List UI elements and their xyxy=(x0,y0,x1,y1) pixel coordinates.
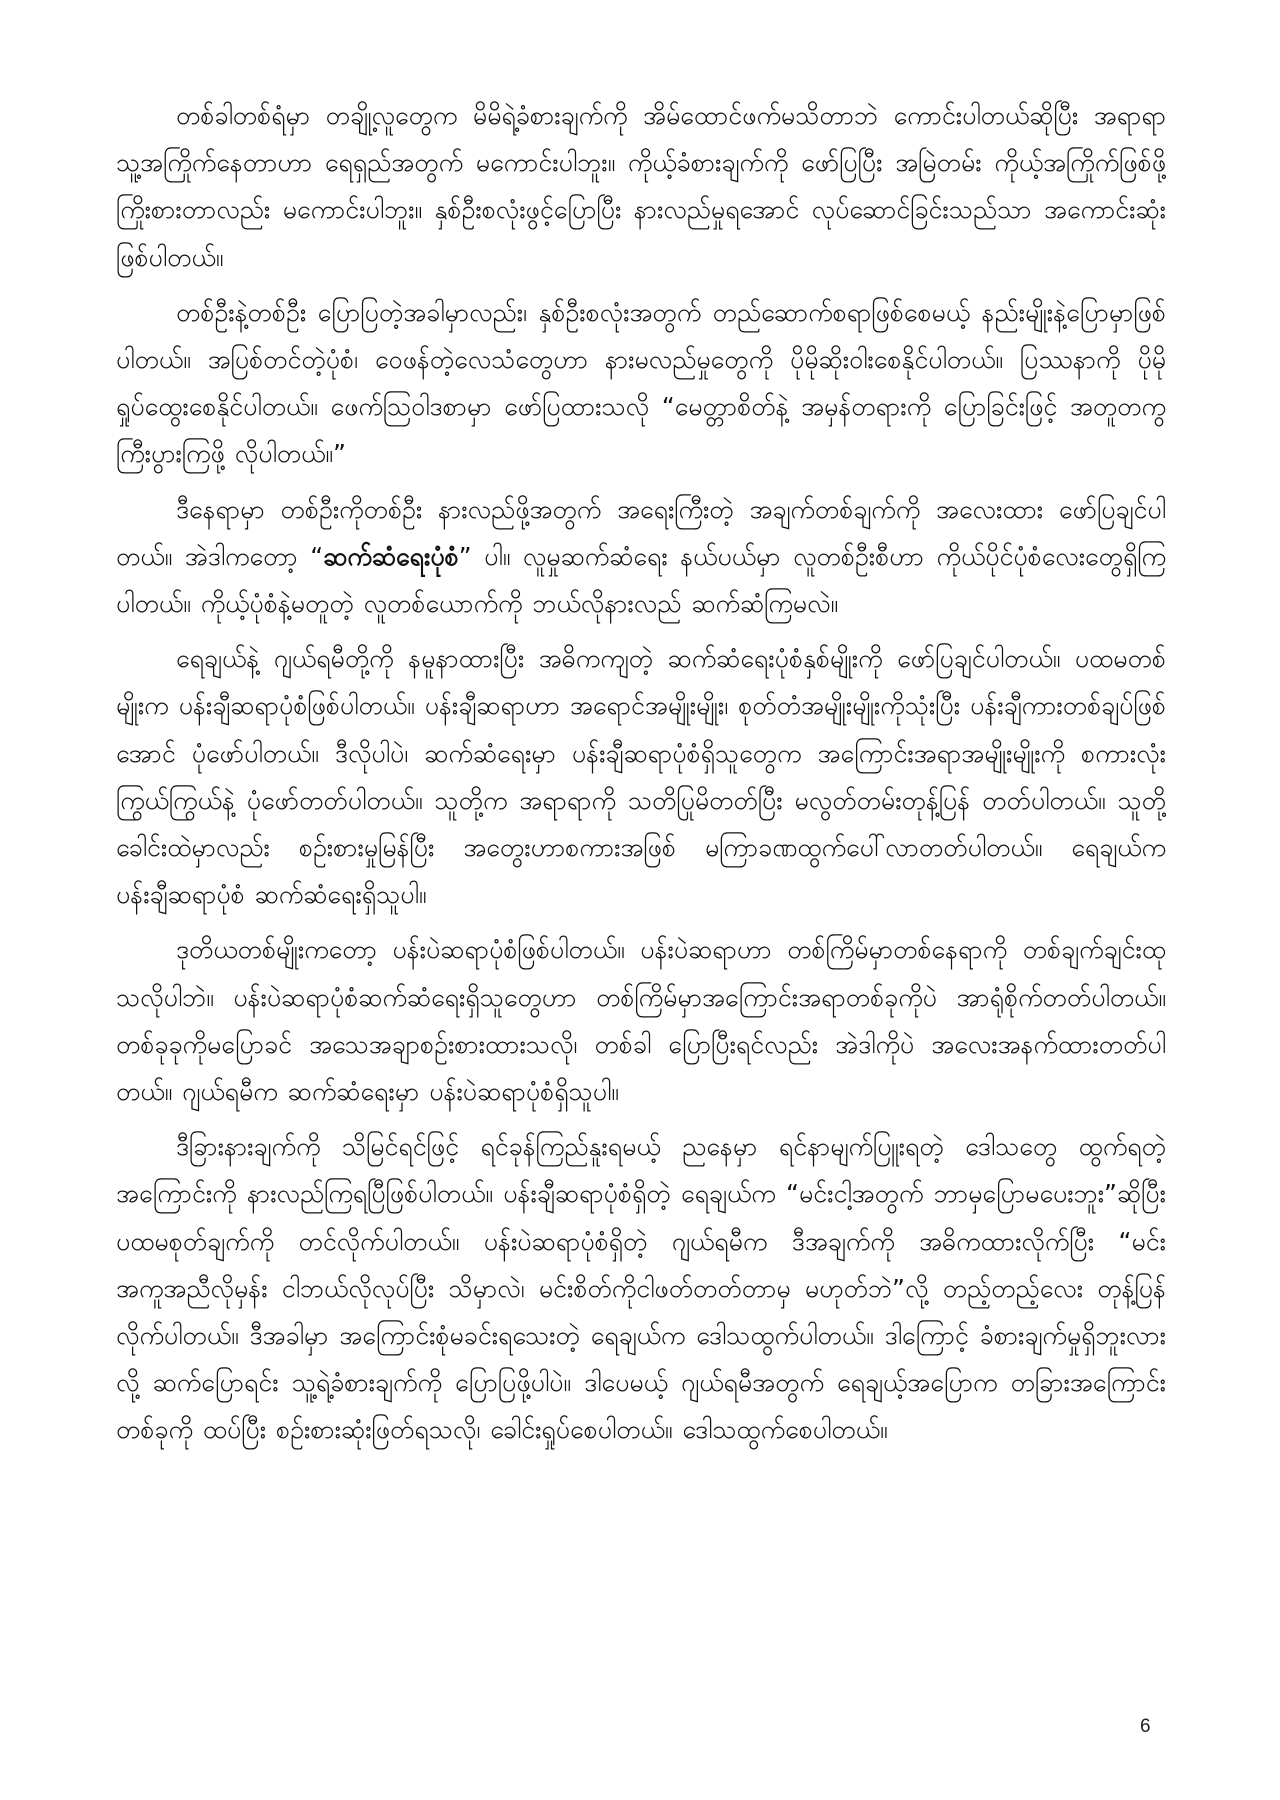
paragraph-2: တစ်ဦးနဲ့တစ်ဦး ပြောပြတဲ့အခါမှာလည်း၊ နှစ်ဦးစလုံးအတွက် တည်ဆောက်စရာဖြစ်စေမယ့် နည်းမျိုးနဲ့ပြောမှာဖြစ်ပါတယ်။ အပြစ်တင်တဲ့ပုံစံ၊ ဝေဖန်တဲ့လေသံတွေဟာ နားမလည်မှုတွေကို ပိုမိုဆိုးဝါးစေနိုင်ပါတယ်။ ပြဿနာကို ပိုမိုရှုပ်ထွေးစေနိုင်ပါတယ်။ ဖေက်ဩဝါဒစာမှာ ဖော်ပြထားသလို “မေတ္တာစိတ်နဲ့ အမှန်တရားကို ပြောခြင်းဖြင့် အတူတကွ ကြီးပွားကြဖို့ လိုပါတယ်။” xyxy=(116,297,1166,469)
paragraph-4: ရေချယ်နဲ့ ဂျယ်ရမီတို့ကို နမူနာထားပြီး အဓိကကျတဲ့ ဆက်ဆံရေးပုံစံနှစ်မျိုးကို ဖော်ပြချင်ပါတယ်။ ပထမတစ်မျိုးက ပန်းချီဆရာပုံစံဖြစ်ပါတယ်။ ပန်းချီဆရာဟာ အရောင်အမျိုးမျိုး၊ စုတ်တံအမျိုးမျိုးကိုသုံးပြီး ပန်းချီကားတစ်ချပ်ဖြစ်အောင် ပုံဖော်ပါတယ်။ ဒီလိုပါပဲ၊ ဆက်ဆံရေးမှာ ပန်းချီဆရာပုံစံရှိသူတွေက အကြောင်းအရာအမျိုးမျိုးကို စကားလုံး ကြွယ်ကြွယ်နဲ့ ပုံဖော်တတ်ပါတယ်။ သူတို့က အရာရာကို သတိပြုမိတတ်ပြီး မလွတ်တမ်းတုန့်ပြန် တတ်ပါတယ်။ သူတို့ခေါင်းထဲမှာလည်း စဉ်းစားမှုမြန်ပြီး အတွေးဟာစကားအဖြစ် မကြာခဏထွက်ပေါ်လာတတ်ပါတယ်။ ရေချယ်က ပန်းချီဆရာပုံစံ ဆက်ဆံရေးရှိသူပါ။ xyxy=(116,644,1166,910)
paragraph-3 xyxy=(116,486,1166,628)
paragraph-5: ဒုတိယတစ်မျိုးကတော့ ပန်းပဲဆရာပုံစံဖြစ်ပါတယ်။ ပန်းပဲဆရာဟာ တစ်ကြိမ်မှာတစ်နေရာကို တစ်ချက်ချင်းထုသလိုပါဘဲ။ ပန်းပဲဆရာပုံစံဆက်ဆံရေးရှိသူတွေဟာ တစ်ကြိမ်မှာအကြောင်းအရာတစ်ခုကိုပဲ အာရုံစိုက်တတ်ပါတယ်။ တစ်ခုခုကိုမပြောခင် အသေအချာစဉ်းစားထားသလို၊ တစ်ခါ ပြောပြီးရင်လည်း အဲဒါကိုပဲ အလေးအနက်ထားတတ်ပါတယ်။ ဂျယ်ရမီက ဆက်ဆံရေးမှာ ပန်းပဲဆရာပုံစံရှိသူပါ။ xyxy=(116,935,1166,1107)
paragraph-3-lead: ဒီနေရာမှာ တစ်ဦးကိုတစ်ဦး နားလည်ဖို့အတွက် အရေးကြီးတဲ့ အချက်တစ်ချက်ကို အလေးထား ဖော်ပြချင်ပါတယ်။ အဲဒါကတော့ “ xyxy=(116,494,1166,571)
paragraph-6: ဒီခြားနားချက်ကို သိမြင်ရင်ဖြင့် ရင်ခုန်ကြည်နူးရမယ့် ညနေမှာ ရင်နာမျက်ပြူးရတဲ့ ဒေါသတွေ ထွက်ရတဲ့အကြောင်းကို နားလည်ကြရပြီဖြစ်ပါတယ်။ ပန်းချီဆရာပုံစံရှိတဲ့ ရေချယ်က “မင်းငါ့အတွက် ဘာမှပြောမပေးဘူး”ဆိုပြီး ပထမစုတ်ချက်ကို တင်လိုက်ပါတယ်။ ပန်းပဲဆရာပုံစံရှိတဲ့ ဂျယ်ရမီက ဒီအချက်ကို အဓိကထားလိုက်ပြီး “မင်းအကူအညီလိုမှန်း ငါဘယ်လိုလုပ်ပြီး သိမှာလဲ၊ မင်းစိတ်ကိုငါဖတ်တတ်တာမှ မဟုတ်ဘဲ”လို့ တည့်တည့်လေး တုန့်ပြန်လိုက်ပါတယ်။ ဒီအခါမှာ အကြောင်းစုံမခင်းရသေးတဲ့ ရေချယ်က ဒေါသထွက်ပါတယ်။ ဒါကြောင့် ခံစားချက်မှုရှိဘူးလားလို့ ဆက်ပြောရင်း သူ့ရဲ့ခံစားချက်ကို ပြောပြဖို့ပါပဲ။ ဒါပေမယ့် ဂျယ်ရမီအတွက် ရေချယ့်အပြောက တခြားအကြောင်း တစ်ခုကို ထပ်ပြီး စဉ်းစားဆုံးဖြတ်ရသလို၊ ခေါင်းရှုပ်စေပါတယ်။ ဒေါသထွက်စေပါတယ်။ xyxy=(116,1132,1166,1445)
document-page xyxy=(116,92,1166,1732)
paragraph-1: တစ်ခါတစ်ရံမှာ တချို့လူတွေက မိမိရဲ့ခံစားချက်ကို အိမ်ထောင်ဖက်မသိတာဘဲ ကောင်းပါတယ်ဆိုပြီး အရာရာ သူ့အကြိုက်နေတာဟာ ရေရှည်အတွက် မကောင်းပါဘူး။ ကိုယ့်ခံစားချက်ကို ဖော်ပြပြီး အမြဲတမ်း ကိုယ့်အကြိုက်ဖြစ်ဖို့ ကြိုးစားတာလည်း မကောင်းပါဘူး။ နှစ်ဦးစလုံးဖွင့်ပြောပြီး နားလည်မှုရအောင် လုပ်ဆောင်ခြင်းသည်သာ အကောင်းဆုံးဖြစ်ပါတယ်။ xyxy=(116,101,1166,272)
page-number: 6 xyxy=(1140,1716,1151,1737)
emphasis-relationship-style: ဆက်ဆံရေးပုံစံ xyxy=(323,541,459,571)
paragraph-3-rest: ” ပါ။ လူမှုဆက်ဆံရေး နယ်ပယ်မှာ လူတစ်ဦးစီဟာ ကိုယ်ပိုင်ပုံစံလေးတွေရှိကြပါတယ်။ ကိုယ့်ပုံစံနဲ့မတူတဲ့ လူတစ်ယောက်ကို ဘယ်လိုနားလည် ဆက်ဆံကြမလဲ။ xyxy=(116,541,1166,619)
